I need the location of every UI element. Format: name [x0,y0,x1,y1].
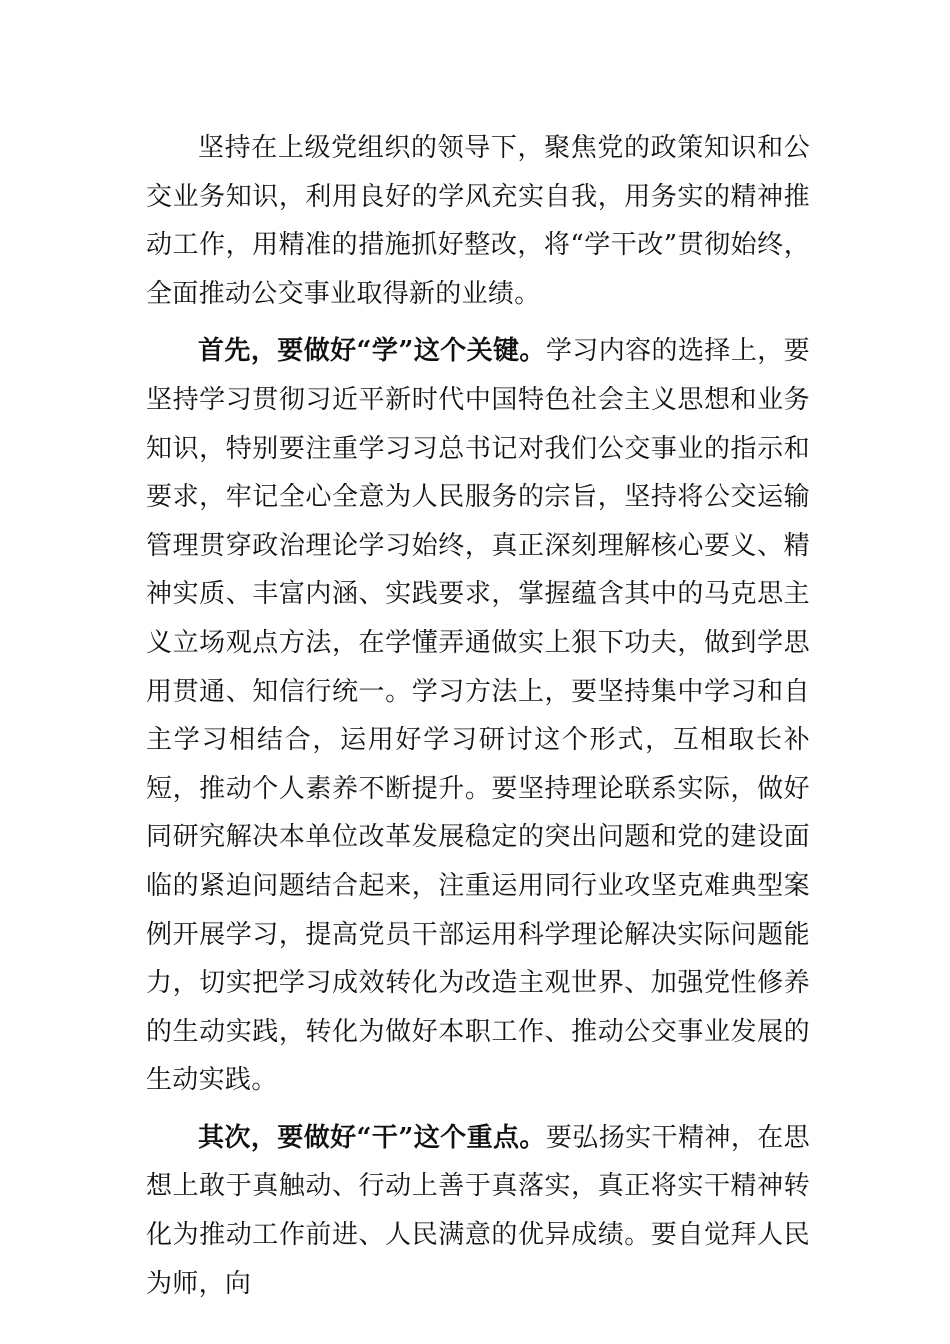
paragraph-work [146,1114,810,1308]
document-body [146,124,810,1317]
paragraph-study [146,327,810,1105]
paragraph-intro [146,124,810,318]
paragraph-text: 要弘扬实干精神，在思想上敢于真触动、行动上善于真落实，真正将实干精神转化为推动工作前进、人民满意的优异成绩。要自觉拜人民为师，向 [146,1122,810,1299]
paragraph-lead: 其次，要做好“干”这个重点。 [198,1122,546,1153]
paragraph-lead: 首先，要做好“学”这个关键。 [198,336,546,367]
paragraph-text: 坚持在上级党组织的领导下，聚焦党的政策知识和公交业务知识，利用良好的学风充实自我，用务实的精神推动工作，用精准的措施抓好整改，将“学干改”贯彻始终，全面推动公交事业取得新的业绩。 [146,133,810,309]
paragraph-text: 学习内容的选择上，要坚持学习贯彻习近平新时代中国特色社会主义思想和业务知识，特别要注重学习习总书记对我们公交事业的指示和要求，牢记全心全意为人民服务的宗旨，坚持将公交运输管理贯穿政治理论学习始终，真正深刻理解核心要义、精神实质、丰富内涵、实践要求，掌握蕴含其中的马克思主义立场观点方法，在学懂弄通做实上狠下功夫，做到学思用贯通、知信行统一。学习方法上，要坚持集中学习和自主学习相结合，运用好学习研讨这个形式，互相取长补短，推动个人素养不断提升。要坚持理论联系实际，做好同研究解决本单位改革发展稳定的突出问题和党的建设面临的紧迫问题结合起来，注重运用同行业攻坚克难典型案例开展学习，提高党员干部运用科学理论解决实际问题能力，切实把学习成效转化为改造主观世界、加强党性修养的生动实践，转化为做好本职工作、推动公交事业发展的生动实践。 [146,336,810,1096]
